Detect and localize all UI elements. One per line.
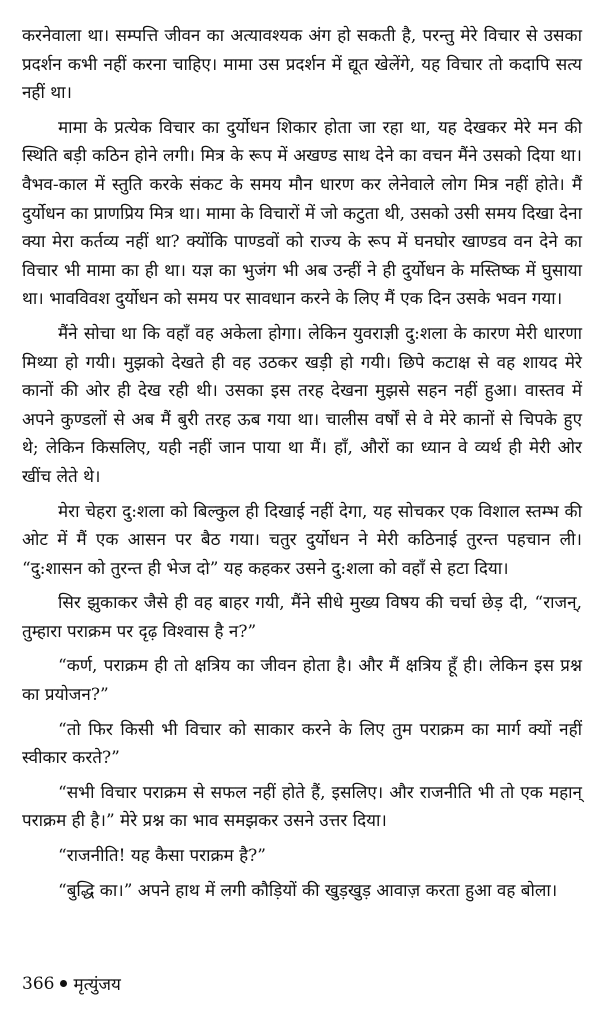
bullet-separator-icon [60,980,67,987]
page-footer [22,972,121,995]
paragraph-4: मेरा चेहरा दु:शला को बिल्कुल ही दिखाई नहीं देगा, यह सोचकर एक विशाल स्तम्भ की ओट में मैं एक आसन पर बैठ गया। चतुर दुर्योधन ने मेरी कठिनाई तुरन्त पहचान ली। “दु:शासन को तुरन्त ही भेज दो” यह कहकर उसने दु:शला को वहाँ से हटा दिया। [22,501,582,579]
paragraph-6: “कर्ण, पराक्रम ही तो क्षत्रिय का जीवन होता है। और मैं क्षत्रिय हूँ ही। लेकिन इस प्रश्न का प्रयोजन?” [22,656,582,706]
paragraph-5: सिर झुकाकर जैसे ही वह बाहर गयी, मैंने सीधे मुख्य विषय की चर्चा छेड़ दी, “राजन्, तुम्हारा पराक्रम पर दृढ़ विश्वास है न?” [22,593,582,642]
paragraph-1: करनेवाला था। सम्पत्ति जीवन का अत्यावश्यक अंग हो सकती है, परन्तु मेरे विचार से उसका प्रदर्शन कभी नहीं करना चाहिए। मामा उस प्रदर्शन में द्यूत खेलेंगे, यह विचार तो कदापि सत्य नहीं था। [22,26,582,104]
paragraph-7: “तो फिर किसी भी विचार को साकार करने के लिए तुम पराक्रम का मार्ग क्यों नहीं स्वीकार करते?” [22,719,582,769]
paragraph-9: “राजनीति! यह कैसा पराक्रम है?” [58,846,266,867]
book-title: मृत्युंजय [73,975,121,995]
paragraph-8: “सभी विचार पराक्रम से सफल नहीं होते हैं, इसलिए। और राजनीति भी तो एक महान् पराक्रम ही है।” मेरे प्रश्न का भाव समझकर उसने उत्तर दिया। [22,782,582,832]
page-body [22,22,582,911]
paragraph-2: मामा के प्रत्येक विचार का दुर्योधन शिकार होता जा रहा था, यह देखकर मेरे मन की स्थिति बड़ी कठिन होने लगी। मित्र के रूप में अखण्ड साथ देने का वचन मैंने उसको दिया था। वैभव-काल में स्तुति करके संकट के समय मौन धारण कर लेनेवाले लोग मित्र नहीं होते। मैं दुर्योधन का प्राणप्रिय मित्र था। मामा के विचारों में जो कटुता थी, उसको उसी समय दिखा देना क्या मेरा कर्तव्य नहीं था? क्योंकि पाण्डवों को राज्य के रूप में घनघोर खाण्डव वन देने का विचार भी मामा का ही था। यज्ञ का भुजंग भी अब उन्हीं ने ही दुर्योधन के मस्तिष्क में घुसाया था। भावविवश दुर्योधन को समय पर सावधान करने के लिए मैं एक दिन उसके भवन गया। [22,117,582,310]
paragraph-10: “बुद्धि का।” अपने हाथ में लगी कौड़ियों की खुड़खुड़ आवाज़ करता हुआ वह बोला। [58,880,558,901]
page-number: 366 [22,973,55,994]
paragraph-3: मैंने सोचा था कि वहाँ वह अकेला होगा। लेकिन युवराज्ञी दु:शला के कारण मेरी धारणा मिथ्या हो गयी। मुझको देखते ही वह उठकर खड़ी हो गयी। छिपे कटाक्ष से वह शायद मेरे कानों की ओर ही देख रही थी। उसका इस तरह देखना मुझसे सहन नहीं हुआ। वास्तव में अपने कुण्डलों से अब मैं बुरी तरह ऊब गया था। चालीस वर्षों से वे मेरे कानों से चिपके हुए थे; लेकिन किसलिए, यही नहीं जान पाया था मैं। हाँ, औरों का ध्यान वे व्यर्थ ही मेरी ओर खींच लेते थे। [22,323,582,487]
